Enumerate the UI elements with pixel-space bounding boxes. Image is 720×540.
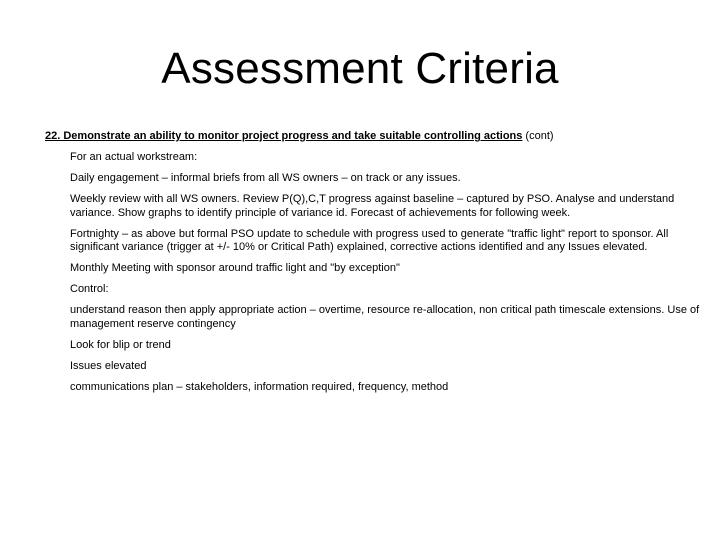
list-item-issues-elevated: Issues elevated	[70, 359, 147, 372]
slide-title: Assessment Criteria	[161, 44, 559, 93]
criterion-heading	[45, 129, 705, 143]
list-item-monthly-meeting: Monthly Meeting with sponsor around traffic light and "by exception"	[70, 262, 400, 274]
criterion-heading-main: 22. Demonstrate an ability to monitor project progress and take suitable controlling actions	[45, 130, 523, 142]
list-item-understand-reason: understand reason then apply appropriate action – overtime, resource re-allocation, non critical path timescale extensions. Use of management reserve contingency	[70, 304, 700, 330]
criterion-heading-suffix: (cont)	[522, 130, 554, 142]
list-item-blip-or-trend: Look for blip or trend	[70, 338, 171, 351]
list-item-control: Control:	[70, 283, 109, 295]
list-item-fortnightly-update: Fortnighty – as above but formal PSO update to schedule with progress used to generate "traffic light" report to sponsor. All significant variance (trigger at +/- 10% or Critical Path) explained, corrective actions identified and any Issues elevated.	[70, 227, 669, 253]
criteria-body-list	[70, 151, 700, 402]
list-item-daily-engagement: Daily engagement – informal briefs from all WS owners – on track or any issues.	[70, 172, 461, 184]
list-item-actual-workstream: For an actual workstream:	[70, 151, 198, 163]
list-item-communications-plan: communications plan – stakeholders, information required, frequency, method	[70, 380, 449, 393]
list-item-weekly-review: Weekly review with all WS owners. Review P(Q),C,T progress against baseline – captured by PSO. Analyse and understand variance. Show graphs to identify principle of variance id. Forecast of achievements for following week.	[70, 193, 675, 219]
